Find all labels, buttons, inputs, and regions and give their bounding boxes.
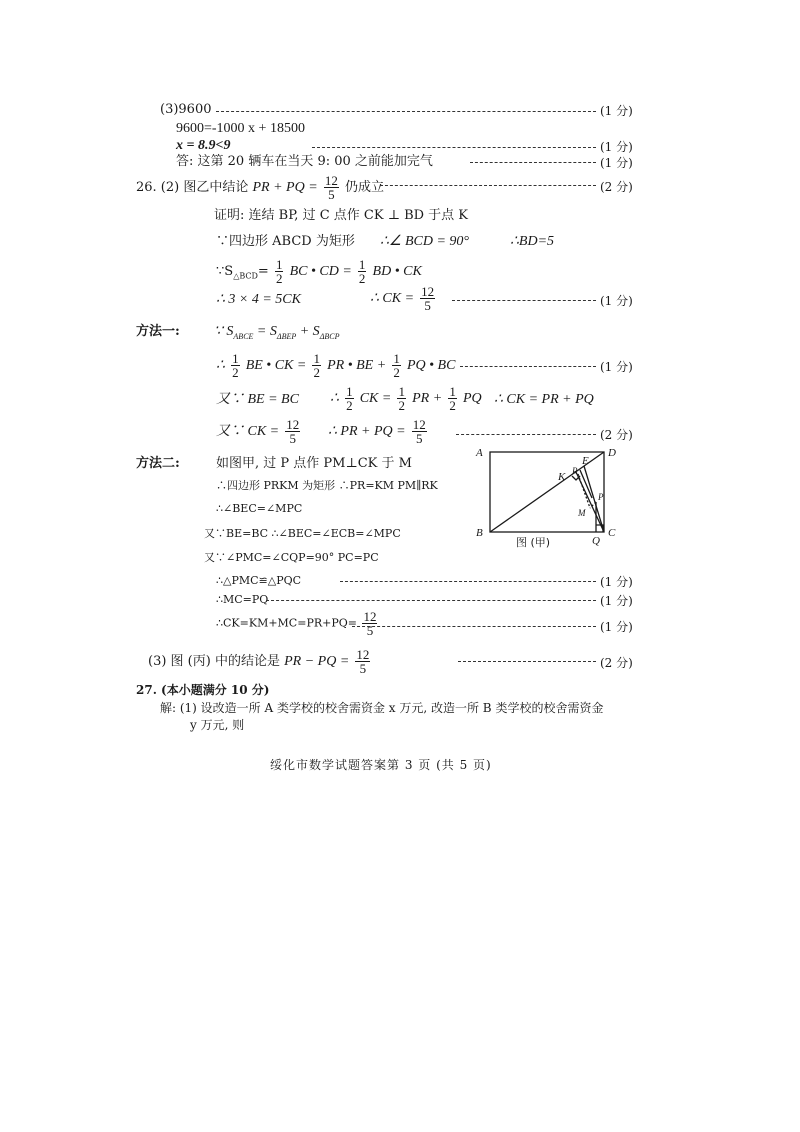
math: PR + PQ = — [252, 180, 318, 195]
score: (2 分) — [600, 180, 633, 194]
den: 2 — [232, 365, 239, 380]
ck-result: ∴ CK = PR + PQ — [494, 392, 594, 407]
math: CK = — [359, 391, 392, 406]
q26-part2 — [136, 174, 384, 201]
num: 1 — [398, 384, 405, 399]
den: 5 — [415, 431, 423, 446]
den: 2 — [358, 271, 366, 286]
leader — [352, 626, 596, 627]
num: 12 — [412, 417, 426, 432]
fraction — [345, 385, 354, 412]
math: 又∵ CK = — [216, 424, 280, 439]
label-k: K — [558, 471, 566, 483]
ck-value-line — [216, 418, 302, 445]
den: 5 — [359, 661, 367, 676]
leader — [312, 147, 596, 148]
den: 5 — [424, 298, 431, 313]
math: + S — [299, 324, 320, 339]
score: (1 分) — [600, 294, 633, 308]
text: ∴CK=KM+MC=PR+PQ= — [216, 616, 357, 630]
fraction — [448, 385, 457, 412]
method-two-d: 又∵BE=BC ∴∠BEC=∠ECB=∠MPC — [204, 527, 401, 540]
q27-solution-b: y 万元, 则 — [190, 718, 245, 732]
math: = S — [256, 324, 277, 339]
fraction — [397, 385, 406, 412]
math: ∴ — [330, 391, 339, 406]
fraction — [358, 258, 367, 285]
ck-value — [370, 285, 437, 312]
method-two-g: ∴MC=PQ — [216, 593, 269, 606]
math: PR • BE + — [327, 358, 387, 373]
text: ∵S — [216, 264, 234, 279]
score: (2 分) — [600, 428, 633, 442]
math: PR − PQ = — [284, 654, 350, 669]
method-two-f: ∴△PMC≌△PQC — [216, 574, 302, 587]
den: 2 — [393, 365, 400, 380]
num: 1 — [393, 351, 400, 366]
score: (1 分) — [600, 156, 633, 170]
score: (1 分) — [600, 620, 633, 634]
ck-sum-line — [330, 385, 482, 412]
fraction — [355, 648, 370, 675]
leader — [470, 162, 596, 163]
leader — [460, 366, 596, 367]
label-q: Q — [592, 535, 600, 547]
part3 — [148, 648, 372, 675]
answer-line: 答: 这第 20 辆车在当天 9: 00 之前能加完气 — [176, 154, 433, 169]
num: 12 — [421, 284, 435, 299]
fraction — [324, 174, 339, 201]
num: 1 — [346, 384, 353, 399]
den: 2 — [398, 398, 405, 413]
label-c: C — [608, 527, 616, 539]
den: 2 — [275, 271, 283, 286]
label-m: M — [578, 508, 586, 518]
fraction — [231, 352, 240, 379]
math: ∵ S — [214, 324, 234, 339]
area-line — [216, 258, 422, 285]
method-two-e: 又∵∠PMC=∠CQP=90° PC=PC — [204, 551, 379, 564]
text: (3) 图 (丙) 中的结论是 — [148, 654, 280, 669]
num: 1 — [358, 257, 366, 272]
leader — [340, 581, 596, 582]
score: (1 分) — [600, 104, 633, 118]
math: ∴ — [216, 358, 225, 373]
method-one-label: 方法一: — [136, 324, 180, 339]
leader — [216, 111, 596, 112]
label-r: R — [572, 466, 578, 476]
math: PQ • BC — [406, 358, 456, 373]
sub: ABCE — [233, 331, 254, 341]
math: BD • CK — [372, 264, 422, 279]
pr-pq-line — [328, 418, 429, 445]
method-two-h — [216, 610, 379, 637]
ck-line: ∴ 3 × 4 = 5CK — [216, 292, 301, 307]
fraction — [312, 352, 321, 379]
num: 12 — [356, 647, 370, 662]
label-a: A — [476, 447, 483, 459]
fraction — [412, 418, 427, 445]
den: 5 — [289, 431, 297, 446]
score: (1 分) — [600, 575, 633, 589]
math: PR + — [412, 391, 443, 406]
den: 2 — [346, 398, 353, 413]
bd-line: ∴BD=5 — [510, 234, 555, 249]
equation-x: x = 8.9<9 — [176, 138, 231, 153]
num: 1 — [449, 384, 456, 399]
text: 仍成立 — [344, 180, 384, 195]
math: ∴ PR + PQ = — [328, 424, 406, 439]
leader — [458, 661, 596, 662]
method-one-area — [214, 324, 340, 345]
num: 1 — [313, 351, 320, 366]
fraction — [362, 610, 377, 637]
den: 5 — [366, 623, 374, 638]
segment-ck — [576, 472, 604, 532]
proof-intro: 证明: 连结 BP, 过 C 点作 CK ⊥ BD 于点 K — [214, 208, 469, 223]
sub: ΔBEP — [276, 331, 297, 341]
leader — [452, 300, 596, 301]
method-two-a: 如图甲, 过 P 点作 PM⊥CK 于 M — [216, 456, 412, 471]
math: BE • CK = — [245, 358, 307, 373]
leader — [456, 434, 596, 435]
num: 12 — [363, 609, 377, 624]
math: ∴ CK = — [370, 291, 415, 306]
figure-caption: 图 (甲) — [516, 536, 551, 549]
label-e: E — [582, 455, 589, 467]
leader — [266, 600, 596, 601]
den: 5 — [328, 187, 335, 202]
den: 2 — [449, 398, 456, 413]
fraction — [420, 285, 435, 312]
rectangle-line: ∵四边形 ABCD 为矩形 — [216, 234, 355, 249]
label-p: P — [598, 492, 604, 502]
figure-jia — [472, 442, 642, 554]
angle-line: ∴∠ BCD = 90° — [380, 234, 470, 249]
text: 26. (2) 图乙中结论 — [136, 180, 249, 195]
fraction — [275, 258, 284, 285]
math: PQ — [462, 391, 482, 406]
equation-9600: 9600=-1000 x + 18500 — [176, 121, 305, 136]
line-3-9600: (3)9600 — [160, 102, 212, 117]
method-one-equation — [216, 352, 455, 379]
q27-solution-a: 解: (1) 设改造一所 A 类学校的校舍需资金 x 万元, 改造一所 B 类学校的校舍需资金 — [160, 701, 604, 715]
page-footer: 绥化市数学试题答案第 3 页 (共 5 页) — [270, 758, 492, 772]
fraction — [285, 418, 300, 445]
den: 2 — [313, 365, 320, 380]
score: (1 分) — [600, 594, 633, 608]
method-two-c: ∴∠BEC=∠MPC — [216, 502, 303, 515]
num: 1 — [232, 351, 239, 366]
sub: ΔBCP — [319, 331, 340, 341]
score: (1 分) — [600, 140, 633, 154]
score: (2 分) — [600, 656, 633, 670]
sub: △BCD — [233, 271, 258, 281]
label-b: B — [476, 527, 483, 539]
math: BC • CD = — [289, 264, 352, 279]
fraction — [392, 352, 401, 379]
q27-heading: 27. (本小题满分 10 分) — [136, 683, 270, 697]
num: 1 — [275, 257, 283, 272]
method-two-b: ∴四边形 PRKM 为矩形 ∴PR=KM PM∥RK — [216, 479, 438, 492]
score: (1 分) — [600, 360, 633, 374]
leader — [380, 185, 596, 186]
text: = — [257, 264, 273, 279]
num: 12 — [324, 173, 338, 188]
num: 12 — [286, 417, 300, 432]
method-two-label: 方法二: — [136, 456, 180, 471]
label-d: D — [608, 447, 616, 459]
be-bc-line: 又∵ BE = BC — [216, 392, 299, 407]
